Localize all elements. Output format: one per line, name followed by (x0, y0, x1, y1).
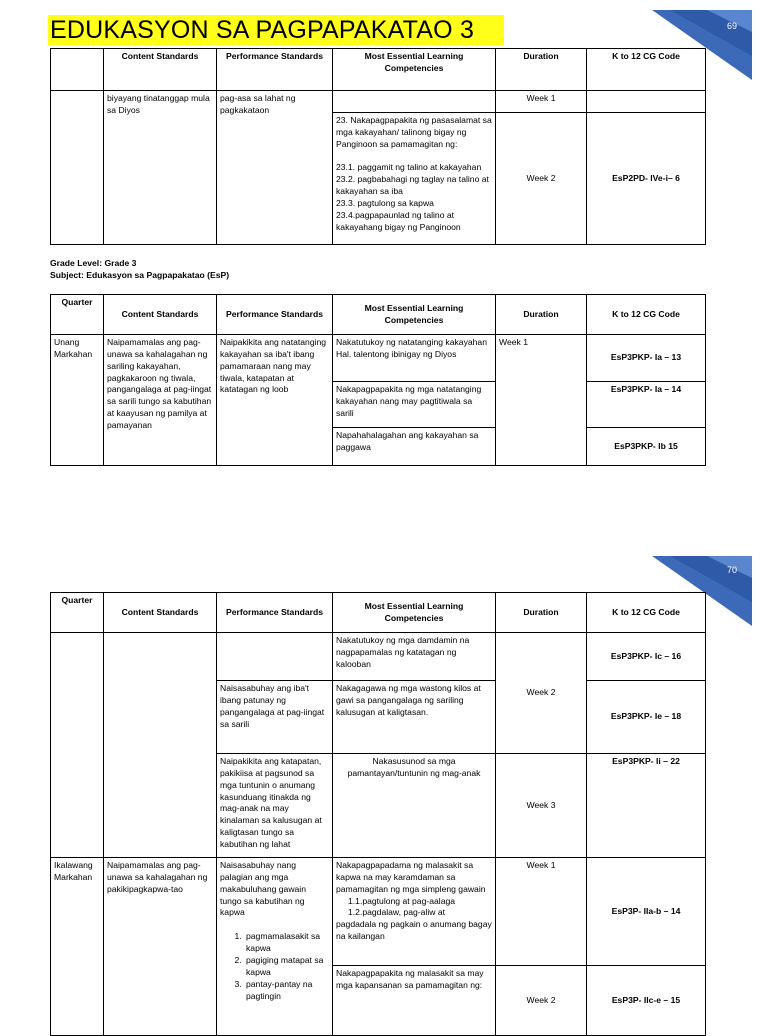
list-item: 1. pagmamalasakit sa kapwa (244, 931, 329, 955)
duration-cell: Week 2 (496, 633, 587, 754)
header-cg-code: K to 12 CG Code (587, 49, 706, 91)
code-cell: EsP3P- IIc-e – 15 (587, 966, 706, 1036)
curriculum-table-q1 (50, 294, 706, 466)
grade-level: Grade Level: Grade 3 (50, 258, 137, 268)
header-content-standards: Content Standards (104, 295, 217, 335)
duration-cell: Week 3 (496, 754, 587, 858)
header-quarter: Quarter (51, 295, 104, 335)
table-header-row (51, 295, 706, 335)
melc-cell: Nakapagpapakita ng malasakit sa may mga kapansanan sa pamamagitan ng: (333, 966, 496, 1036)
melc-cell (333, 858, 496, 966)
code-cell: EsP3PKP- Ie – 18 (587, 681, 706, 754)
performance-standard-cell (217, 858, 333, 1036)
melc-cell: Nakatutukoy ng natatanging kakayahan Hal. talentong ibinigay ng Diyos (333, 335, 496, 382)
code-cell: EsP2PD- IVe-i– 6 (587, 113, 706, 245)
header-performance-standards: Performance Standards (217, 49, 333, 91)
melc-cell: Nakapagpapakita ng mga natatanging kakayahan nang may pagtitiwala sa sarili (333, 382, 496, 428)
melc-cell: Nakagagawa ng mga wastong kilos at gawi sa pangangalaga ng sariling kalusugan at kaligtasan. (333, 681, 496, 754)
performance-standard-cell: Naipakikita ang natatanging kakayahan sa iba't ibang pamamaraan nang may tiwala, katapatan at katatagan ng loob (217, 335, 333, 466)
table-row (51, 633, 706, 681)
table-row (51, 91, 706, 113)
performance-standard-cell: pag-asa sa lahat ng pagkakataon (217, 91, 333, 245)
content-standard-cell: Naipamamalas ang pag-unawa sa kahalagahan ng sariling kakayahan, pagkakaroon ng tiwala, pangangalaga at pag-iingat sa sarili tungo sa kabutihan at kaayusan ng pamilya at pamayanan (104, 335, 217, 466)
melc-cell: Nakasusunod sa mga pamantayan/tuntunin ng mag-anak (333, 754, 496, 858)
melc-cell: 23. Nakapagpapakita ng pasasalamat sa mga kakayahan/ talinong bigay ng Panginoon sa pamamagitan ng: 23.1. paggamit ng talino at kakayahan 23.2. pagbabahagi ng taglay na talino at kakayahan sa iba 23.3. pagtulong sa kapwa 23.4.pagpapaunlad ng talino at kakayahang bigay ng Panginoon (333, 113, 496, 245)
page-number: 70 (727, 565, 738, 575)
duration-cell: Week 2 (496, 113, 587, 245)
melc-cell: Napahahalagahan ang kakayahan sa paggawa (333, 428, 496, 466)
header-cg-code: K to 12 CG Code (587, 295, 706, 335)
melc-intro: Nakapagpapadama ng malasakit sa kapwa na may karamdaman sa pamamagitan ng mga simpleng gawain (336, 860, 486, 894)
performance-standard-cell: Naisasabuhay ang iba't ibang patunay ng pangangalaga at pag-iingat sa sarili (217, 681, 333, 754)
code-cell: EsP3PKP- Ii – 22 (587, 754, 706, 858)
melc-subitem: 1.1.pagtulong at pag-aalaga (348, 895, 456, 906)
list-item: 3. pantay-pantay na pagtingin (244, 979, 329, 1003)
header-cg-code: K to 12 CG Code (587, 593, 706, 633)
duration-cell: Week 2 (496, 966, 587, 1036)
curriculum-table-q1-q2 (50, 592, 706, 1036)
curriculum-table-continued (50, 48, 706, 245)
header-duration: Duration (496, 593, 587, 633)
content-standard-cell: Naipamamalas ang pag-unawa sa kahalagahan ng pakikipagkapwa-tao (104, 858, 217, 1036)
performance-standard-cell (217, 633, 333, 681)
header-melc: Most Essential Learning Competencies (333, 593, 496, 633)
table-row (51, 858, 706, 966)
header-performance-standards: Performance Standards (217, 295, 333, 335)
code-cell (587, 91, 706, 113)
document-title: EDUKASYON SA PAGPAPAKATAO 3 (48, 15, 504, 45)
quarter-cell: Ikalawang Markahan (51, 858, 104, 1036)
melc-cell (333, 91, 496, 113)
code-cell: EsP3PKP- Ic – 16 (587, 633, 706, 681)
table-header-row (51, 593, 706, 633)
performance-standard-text: Naisasabuhay nang palagian ang mga makabuluhang gawain tungo sa kabutihan ng kapwa (220, 860, 307, 918)
quarter-cell (51, 633, 104, 858)
header-quarter: Quarter (51, 593, 104, 633)
header-content-standards: Content Standards (104, 593, 217, 633)
melc-cell: Nakatutukoy ng mga damdamin na nagpapamalas ng katatagan ng kalooban (333, 633, 496, 681)
header-quarter (51, 49, 104, 91)
table-header-row (51, 49, 706, 91)
table-row (51, 335, 706, 382)
code-cell: EsP3PKP- Ia – 13 (587, 335, 706, 382)
code-cell: EsP3P- IIa-b – 14 (587, 858, 706, 966)
header-melc: Most Essential Learning Competencies (333, 295, 496, 335)
performance-standard-list (220, 931, 329, 1002)
list-item: 2. pagiging matapat sa kapwa (244, 955, 329, 979)
performance-standard-cell: Naipakikita ang katapatan, pakikiisa at pagsunod sa mga tuntunin o anumang kasunduang itinakda ng mag-anak na may kinalaman sa kalusugan at kaligtasan tungo sa kabutihan ng lahat (217, 754, 333, 858)
quarter-cell: Unang Markahan (51, 335, 104, 466)
quarter-cell (51, 91, 104, 245)
duration-cell: Week 1 (496, 335, 587, 466)
header-performance-standards: Performance Standards (217, 593, 333, 633)
subject-label: Subject: Edukasyon sa Pagpapakatao (EsP) (50, 270, 230, 280)
code-cell: EsP3PKP- Ib 15 (587, 428, 706, 466)
melc-tail: pagdadala ng pagkain o anumang bagay na kailangan (336, 919, 492, 942)
header-duration: Duration (496, 295, 587, 335)
code-cell: EsP3PKP- Ia – 14 (587, 382, 706, 428)
header-melc: Most Essential Learning Competencies (333, 49, 496, 91)
content-standard-cell: biyayang tinatanggap mula sa Diyos (104, 91, 217, 245)
melc-subitem: 1.2.pagdalaw, pag-aliw at (348, 907, 445, 918)
header-content-standards: Content Standards (104, 49, 217, 91)
content-standard-cell (104, 633, 217, 858)
header-duration: Duration (496, 49, 587, 91)
duration-cell: Week 1 (496, 858, 587, 966)
page-number: 69 (727, 21, 738, 31)
duration-cell: Week 1 (496, 91, 587, 113)
